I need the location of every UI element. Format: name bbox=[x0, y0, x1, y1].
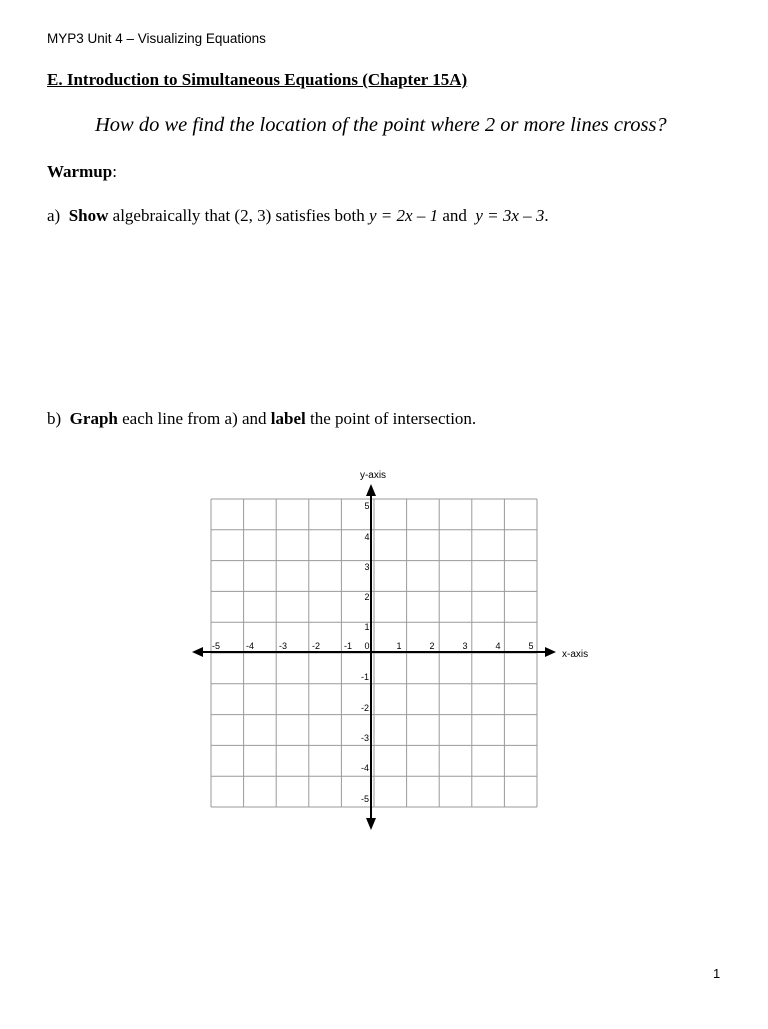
y-tick-label: -4 bbox=[360, 763, 370, 773]
y-tick-label: 3 bbox=[364, 562, 370, 572]
y-tick-label: -5 bbox=[360, 794, 370, 804]
y-tick-label: 4 bbox=[364, 532, 370, 542]
part-b-marker: b) bbox=[47, 409, 62, 428]
guiding-question: How do we find the location of the point where 2 or more lines cross? bbox=[95, 114, 667, 136]
x-tick-label: 4 bbox=[495, 641, 501, 651]
equation-2: y = 3x – 3 bbox=[475, 206, 545, 225]
page-number: 1 bbox=[713, 966, 721, 981]
page-header: MYP3 Unit 4 – Visualizing Equations bbox=[47, 31, 266, 46]
y-tick-label: -1 bbox=[360, 672, 370, 682]
part-b-bold-label: label bbox=[270, 409, 306, 428]
y-axis-up-arrow bbox=[366, 484, 376, 496]
x-tick-label: -2 bbox=[311, 641, 321, 651]
part-a-and: and bbox=[438, 206, 472, 225]
part-a-marker: a) bbox=[47, 206, 61, 225]
part-a-bold-word: Show bbox=[68, 206, 109, 225]
part-a-end: . bbox=[544, 206, 549, 225]
y-tick-label: 1 bbox=[364, 622, 370, 632]
x-tick-label: -1 bbox=[343, 641, 353, 651]
y-axis-label: y-axis bbox=[359, 470, 387, 481]
x-tick-label: -4 bbox=[245, 641, 255, 651]
equation-1: y = 2x – 1 bbox=[369, 206, 439, 225]
x-tick-label: -3 bbox=[278, 641, 288, 651]
y-axis-down-arrow bbox=[366, 818, 376, 830]
y-tick-label: 2 bbox=[364, 592, 370, 602]
warmup-label: Warmup bbox=[47, 162, 113, 181]
y-tick-label: 5 bbox=[364, 501, 370, 511]
x-tick-label: 3 bbox=[462, 641, 468, 651]
x-tick-label: 5 bbox=[528, 641, 534, 651]
part-b-text-1: each line from a) and bbox=[117, 409, 271, 428]
section-title: E. Introduction to Simultaneous Equations (Chapter 15A) bbox=[47, 70, 468, 89]
x-axis-label: x-axis bbox=[562, 649, 589, 660]
origin-label: 0 bbox=[364, 641, 370, 651]
x-tick-label: 2 bbox=[429, 641, 435, 651]
part-a-text: algebraically that (2, 3) satisfies both bbox=[108, 206, 369, 225]
x-axis-right-arrow bbox=[545, 647, 556, 657]
part-b-text-2: the point of intersection. bbox=[305, 409, 477, 428]
y-tick-label: -3 bbox=[360, 733, 370, 743]
x-tick-label: -5 bbox=[211, 641, 221, 651]
warmup-colon: : bbox=[112, 162, 117, 181]
x-axis-left-arrow bbox=[192, 647, 203, 657]
part-b-bold-graph: Graph bbox=[69, 409, 118, 428]
y-tick-label: -2 bbox=[360, 703, 370, 713]
x-tick-label: 1 bbox=[396, 641, 402, 651]
